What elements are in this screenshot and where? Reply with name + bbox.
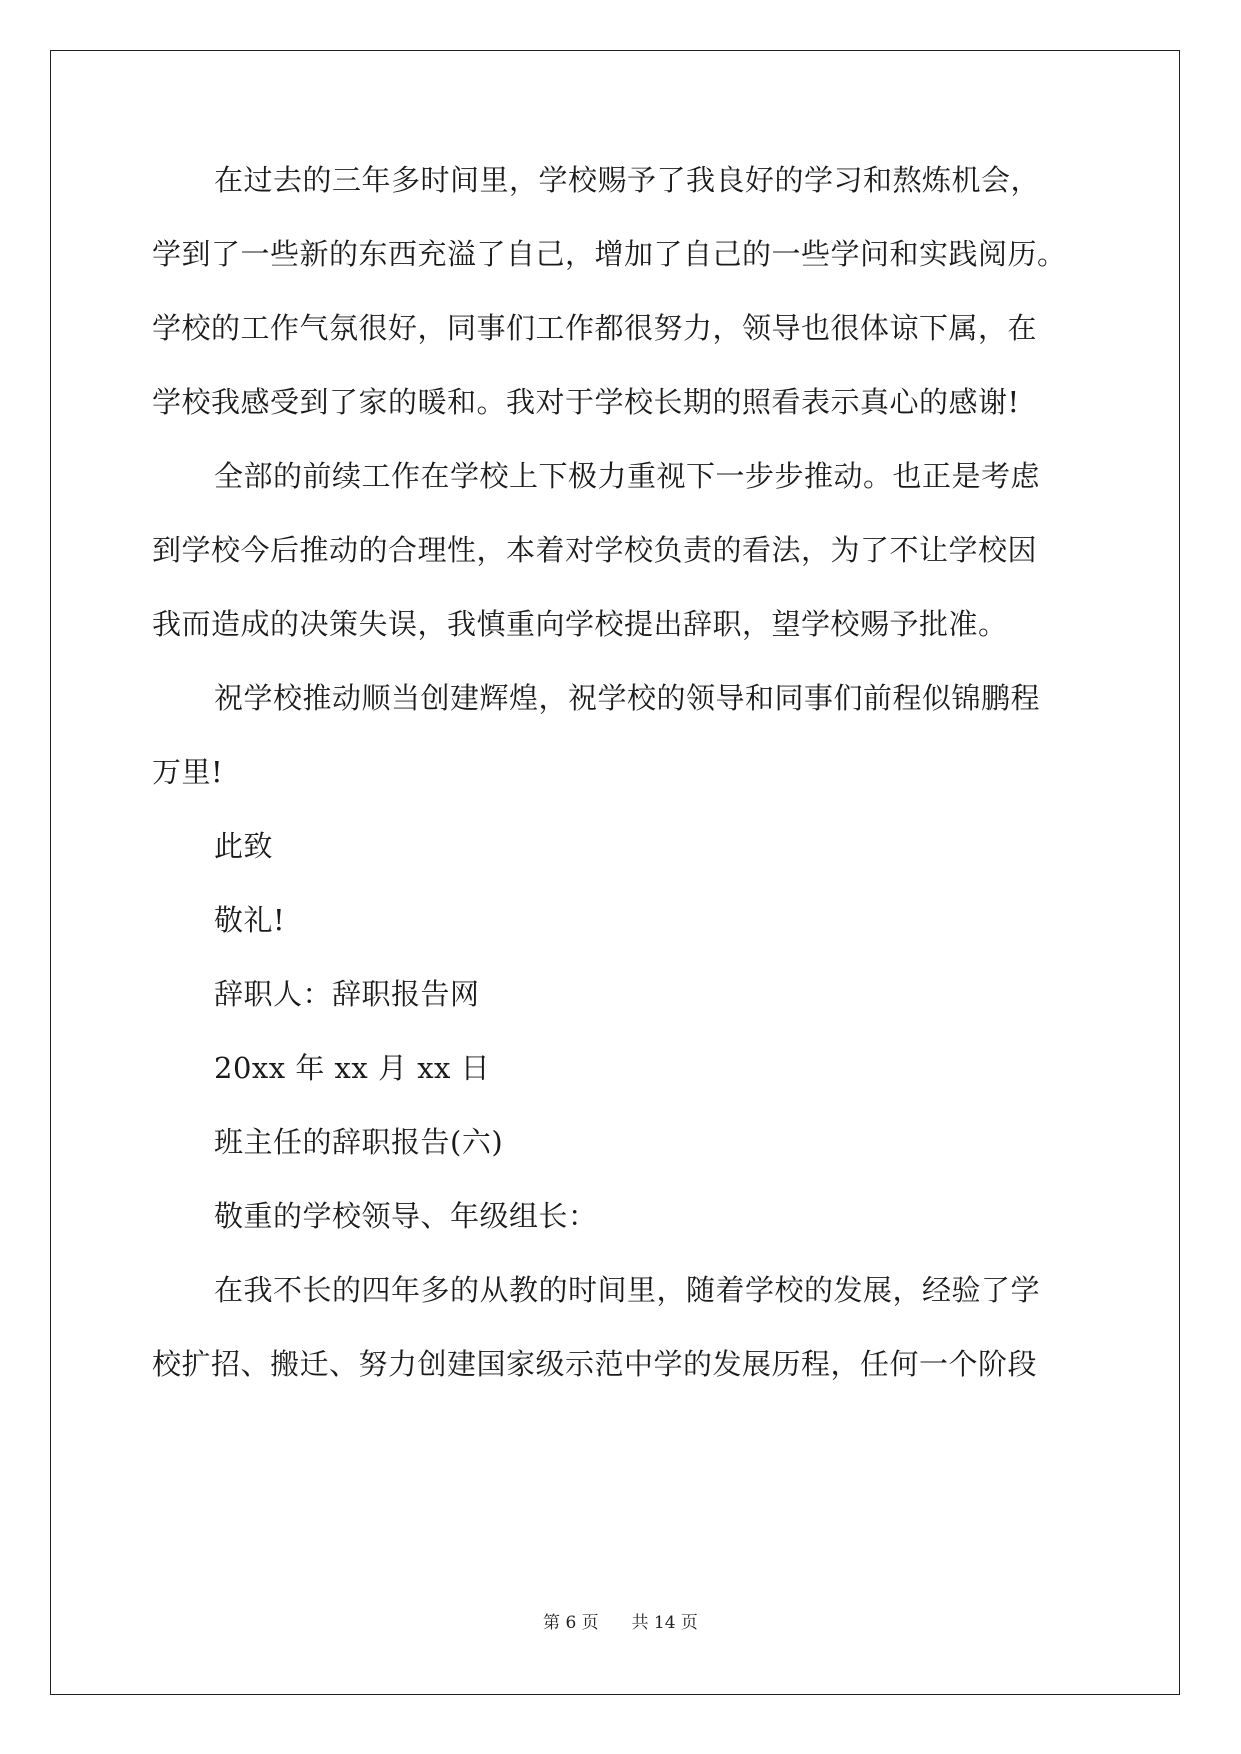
paragraph-line: 万里! <box>152 755 224 789</box>
page-number: 第 6 页 <box>543 1613 599 1633</box>
paragraph-line: 在我不长的四年多的从教的时间里，随着学校的发展，经验了学 <box>214 1273 1041 1307</box>
paragraph-line: 学校我感受到了家的暖和。我对于学校长期的照看表示真心的感谢! <box>152 385 1020 419</box>
signature-line: 辞职人：辞职报告网 <box>214 977 480 1011</box>
date-line: 20xx 年 xx 月 xx 日 <box>214 1051 491 1085</box>
page-total: 共 14 页 <box>631 1613 698 1633</box>
page-footer <box>0 1608 1241 1633</box>
paragraph-line: 在过去的三年多时间里，学校赐予了我良好的学习和熬炼机会， <box>214 163 1041 197</box>
paragraph-line: 学校的工作气氛很好，同事们工作都很努力，领导也很体谅下属，在 <box>152 311 1038 345</box>
paragraph-line: 到学校今后推动的合理性，本着对学校负责的看法，为了不让学校因 <box>152 533 1038 567</box>
section-title: 班主任的辞职报告(六) <box>214 1125 504 1159</box>
closing-regards: 敬礼! <box>214 903 286 937</box>
paragraph-line: 学到了一些新的东西充溢了自己，增加了自己的一些学问和实践阅历。 <box>152 237 1067 271</box>
greeting-line: 敬重的学校领导、年级组长： <box>214 1199 598 1233</box>
closing-salutation: 此致 <box>214 829 274 863</box>
paragraph-line: 校扩招、搬迁、努力创建国家级示范中学的发展历程，任何一个阶段 <box>152 1347 1038 1381</box>
page-border <box>50 50 1180 1695</box>
paragraph-line: 全部的前续工作在学校上下极力重视下一步步推动。也正是考虑 <box>214 459 1041 493</box>
paragraph-line: 我而造成的决策失误，我慎重向学校提出辞职，望学校赐予批准。 <box>152 607 1008 641</box>
paragraph-line: 祝学校推动顺当创建辉煌，祝学校的领导和同事们前程似锦鹏程 <box>214 681 1041 715</box>
